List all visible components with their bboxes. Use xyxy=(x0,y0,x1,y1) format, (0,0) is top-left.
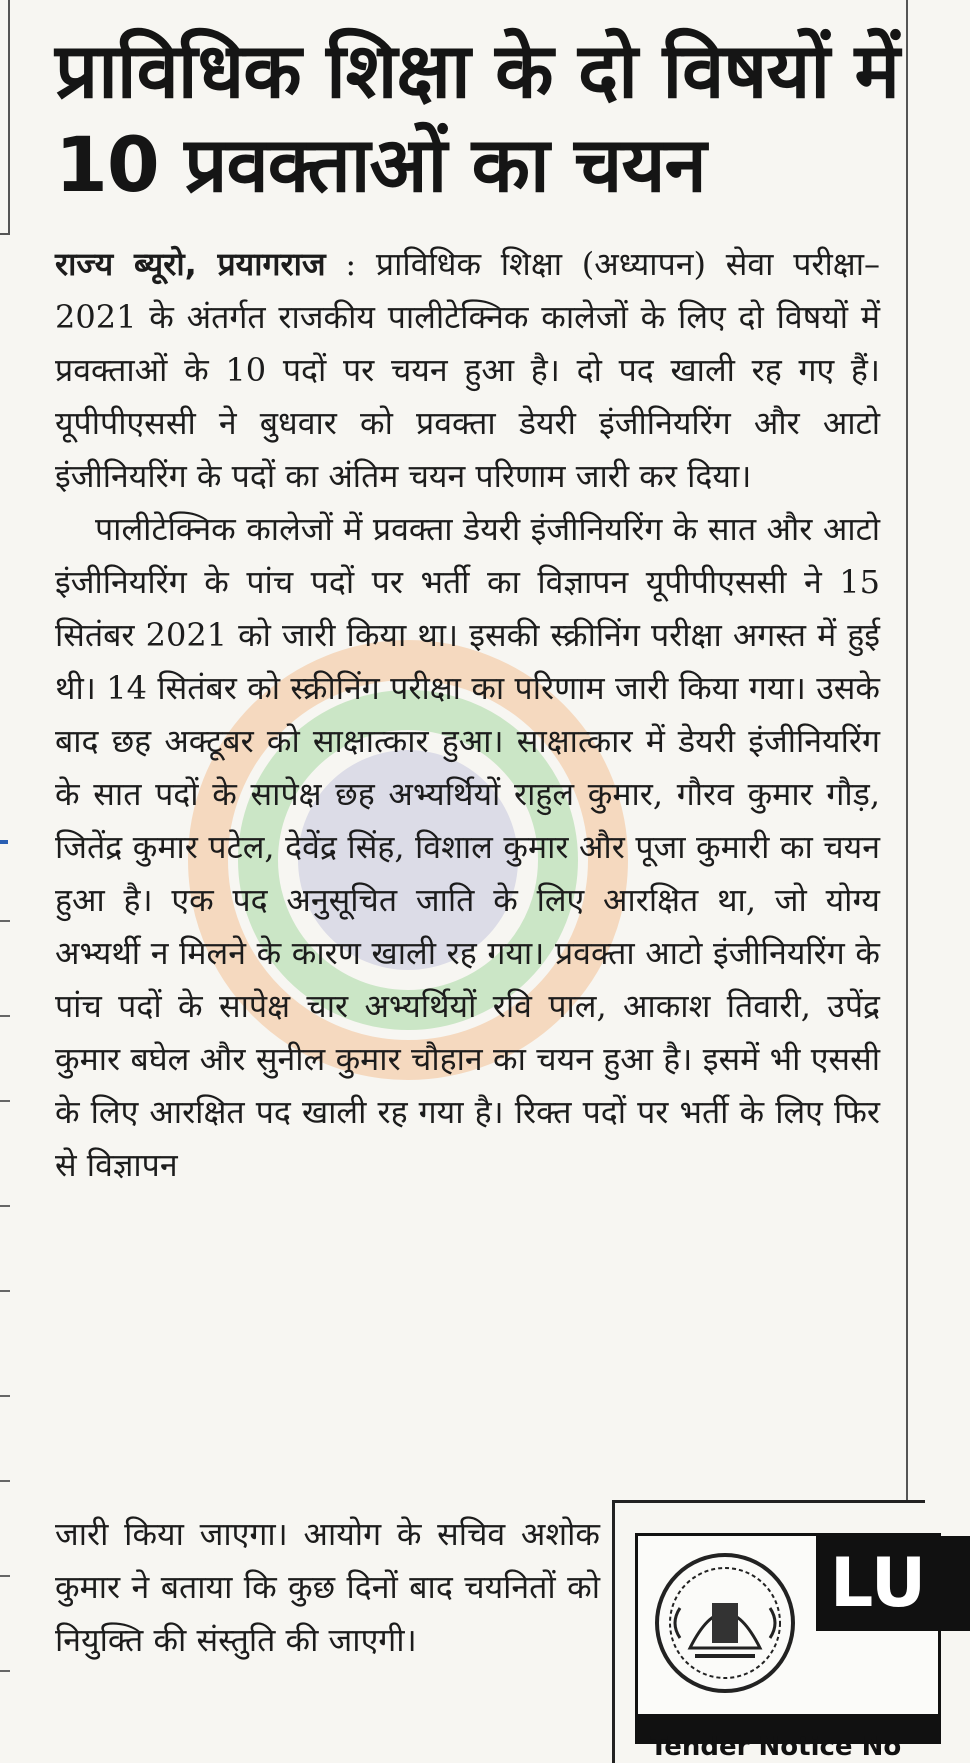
column-rule-right xyxy=(906,0,908,1500)
article-body xyxy=(55,238,880,1192)
paragraph-1-text: : प्राविधिक शिक्षा (अध्यापन) सेवा परीक्षा– 2021 के अंतर्गत राजकीय पालीटेक्निक कालेजों के लिए दो विषयों में प्रवक्ताओं के 10 पदों पर चयन हुआ है। दो पद खाली रह गए हैं। यूपीपीएससी ने बुधवार को प्रवक्ता डेयरी इंजीनियरिंग और आटो इंजीनियरिंग के पदों का अंतिम चयन परिणाम जारी कर दिया। xyxy=(55,245,880,495)
advertisement-box xyxy=(612,1500,925,1763)
ad-logo-text: LU xyxy=(816,1536,970,1631)
margin-tick xyxy=(0,1100,10,1102)
margin-tick xyxy=(0,1575,10,1577)
article-tail xyxy=(55,1508,600,1667)
tender-notice-title: Tender Notice No xyxy=(650,1732,902,1762)
column-rule-left xyxy=(8,0,10,235)
article-paragraph-1 xyxy=(55,238,880,503)
margin-tick xyxy=(0,1015,10,1017)
margin-tick xyxy=(0,1395,10,1397)
left-margin-ticks xyxy=(0,840,12,1740)
headline: प्राविधिक शिक्षा के दो विषयों में 10 प्रवक्ताओं का चयन xyxy=(55,26,899,209)
tender-notice-panel xyxy=(635,1533,941,1744)
margin-tick xyxy=(0,1290,10,1292)
margin-tick xyxy=(0,1480,10,1482)
margin-tick xyxy=(0,1670,10,1672)
article-paragraph-2: पालीटेक्निक कालेजों में प्रवक्ता डेयरी इंजीनियरिंग के सात और आटो इंजीनियरिंग के पांच पदों पर भर्ती का विज्ञापन यूपीपीएससी ने 15 सितंबर 2021 को जारी किया था। इसकी स्क्रीनिंग परीक्षा अगस्त में हुई थी। 14 सितंबर को स्क्रीनिंग परीक्षा का परिणाम जारी किया गया। उसके बाद छह अक्टूबर को साक्षात्कार हुआ। साक्षात्कार में डेयरी इंजीनियरिंग के सात पदों के सापेक्ष छह अभ्यर्थियों राहुल कुमार, गौरव कुमार गौड़, जितेंद्र कुमार पटेल, देवेंद्र सिंह, विशाल कुमार और पूजा कुमारी का चयन हुआ है। एक पद अनुसूचित जाति के लिए आरक्षित था, जो योग्य अभ्यर्थी न मिलने के कारण खाली रह गया। प्रवक्ता आटो इंजीनियरिंग के पांच पदों के सापेक्ष चार अभ्यर्थियों रवि पाल, आकाश तिवारी, उपेंद्र कुमार बघेल और सुनील कुमार चौहान का चयन हुआ है। इसमें भी एससी के लिए आरक्षित पद खाली रह गया है। रिक्त पदों पर भर्ती के लिए फिर से विज्ञापन xyxy=(55,510,880,1184)
article-tail-text: जारी किया जाएगा। आयोग के सचिव अशोक कुमार ने बताया कि कुछ दिनों बाद चयनितों को नियुक्ति की संस्तुति की जाएगी। xyxy=(55,1515,600,1659)
margin-tick xyxy=(0,840,8,844)
margin-tick xyxy=(0,920,10,922)
margin-tick xyxy=(0,1205,10,1207)
state-emblem-icon xyxy=(650,1548,800,1698)
dateline: राज्य ब्यूरो, प्रयागराज xyxy=(55,245,326,283)
column-rule-left-foot xyxy=(0,233,10,235)
